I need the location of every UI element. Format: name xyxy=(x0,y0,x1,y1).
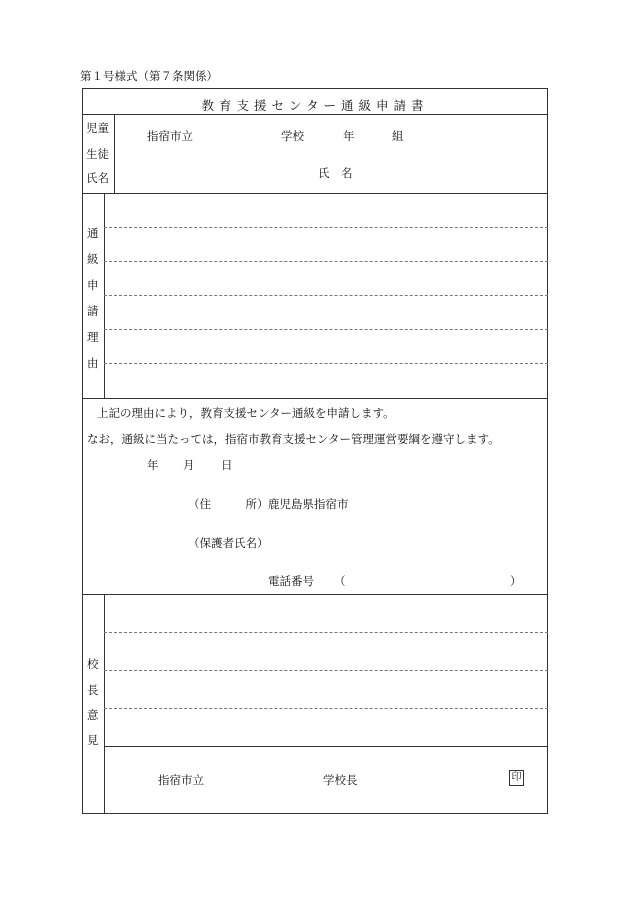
address-value: 鹿児島県指宿市 xyxy=(268,497,349,511)
guardian-label: （保護者氏名） xyxy=(188,536,269,550)
phone-close-paren: ） xyxy=(510,574,522,588)
reason-label-3: 申 xyxy=(87,278,99,292)
application-line-1: 上記の理由により，教育支援センター通級を申請します。 xyxy=(97,406,395,420)
divider xyxy=(82,594,548,595)
form-title: 教育支援センター通級申請書 xyxy=(201,98,429,113)
writing-line xyxy=(104,329,548,330)
reason-label-6: 由 xyxy=(87,356,99,370)
student-label-1: 児童 xyxy=(86,121,109,135)
writing-line xyxy=(104,708,548,709)
divider xyxy=(104,193,105,399)
divider xyxy=(104,594,105,814)
principal-label-4: 見 xyxy=(87,733,99,747)
principal-label-1: 校 xyxy=(87,657,99,671)
date-year: 年 xyxy=(147,458,159,472)
student-school: 学校 xyxy=(281,129,304,143)
phone-open-paren: （ xyxy=(334,574,346,588)
writing-line xyxy=(104,363,548,364)
reason-label-5: 理 xyxy=(87,330,99,344)
principal-label-2: 長 xyxy=(87,683,99,697)
application-line-2: なお，通級に当たっては，指宿市教育支援センター管理運営要綱を遵守します。 xyxy=(87,432,500,446)
divider xyxy=(114,114,115,194)
principal-city: 指宿市立 xyxy=(158,773,204,787)
divider xyxy=(82,398,548,399)
address-label: （住 所） xyxy=(188,497,269,511)
reason-label-1: 通 xyxy=(87,226,99,240)
writing-line xyxy=(104,227,548,228)
seal-stamp: 印 xyxy=(509,770,524,786)
date-month: 月 xyxy=(183,458,195,472)
student-year: 年 xyxy=(343,129,355,143)
writing-line xyxy=(104,632,548,633)
date-day: 日 xyxy=(221,458,233,472)
student-label-3: 氏名 xyxy=(86,171,109,185)
divider xyxy=(82,193,548,194)
principal-label-3: 意 xyxy=(87,708,99,722)
principal-title: 学校長 xyxy=(323,773,358,787)
student-name-label: 氏 名 xyxy=(318,166,353,180)
writing-line xyxy=(104,670,548,671)
divider xyxy=(104,746,548,747)
writing-line xyxy=(104,261,548,262)
divider xyxy=(82,114,548,115)
student-label-2: 生徒 xyxy=(86,147,109,161)
student-city: 指宿市立 xyxy=(147,129,193,143)
form-frame xyxy=(82,88,548,814)
reason-label-2: 級 xyxy=(87,252,99,266)
student-class: 組 xyxy=(392,129,404,143)
phone-label: 電話番号 xyxy=(268,574,314,588)
form-number: 第１号様式（第７条関係） xyxy=(80,69,218,83)
writing-line xyxy=(104,295,548,296)
reason-label-4: 請 xyxy=(87,304,99,318)
